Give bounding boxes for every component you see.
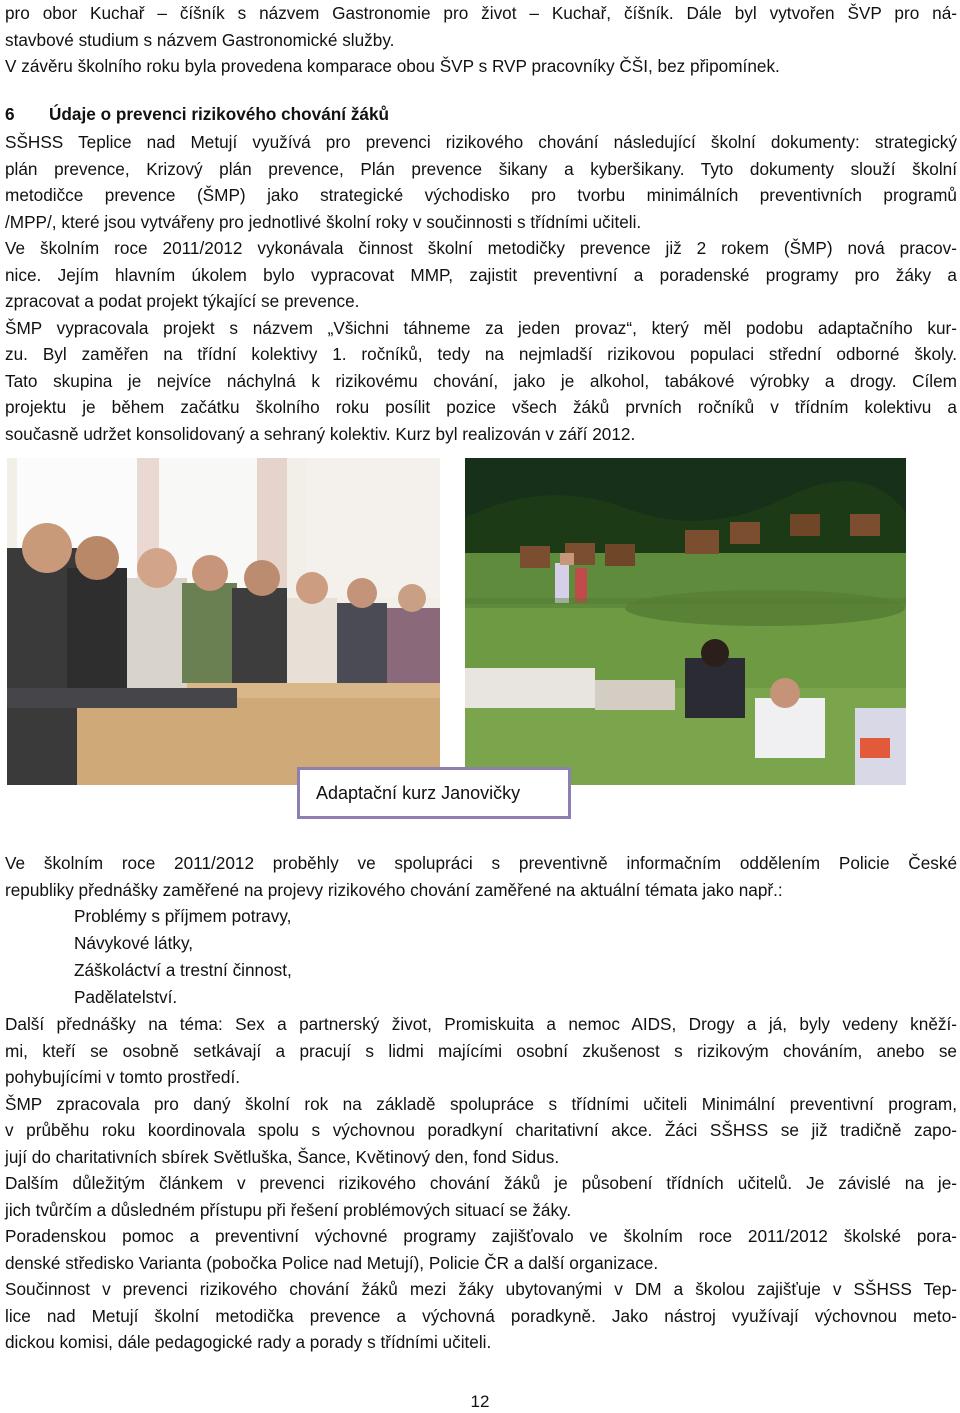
- text-line: Dalším důležitým článkem v prevenci rizikového chování žáků je působení třídních učitelů. Je závislé na je-: [5, 1173, 957, 1193]
- list-item: Problémy s příjmem potravy,: [74, 906, 292, 926]
- section-title: Údaje o prevenci rizikového chování žáků: [49, 104, 390, 124]
- text-line: Poradenskou pomoc a preventivní výchovné programy zajišťovalo ve školním roce 2011/2012 školské pora-: [5, 1226, 957, 1246]
- text-line: pohybujícími v tomto prostředí.: [5, 1067, 240, 1087]
- text-line: plán prevence, Krizový plán prevence, Plán prevence šikany a kyberšikany. Tyto dokumenty slouží školní: [5, 158, 957, 179]
- text-line: současně udržet konsolidovaný a sehraný kolektiv. Kurz byl realizován v září 2012.: [5, 423, 636, 444]
- page-number: 12: [470, 1392, 490, 1411]
- lecture-topics-list: [74, 903, 292, 1011]
- text-line: Další přednášky na téma: Sex a partnerský život, Promiskuita a nemoc AIDS, Drogy a já, byly vedeny kněží-: [5, 1014, 957, 1034]
- text-line: ŠMP zpracovala pro daný školní rok na základě spolupráce s třídními učiteli Minimální preventivní program,: [5, 1093, 957, 1114]
- text-line: /MPP/, které jsou vytvářeny pro jednotlivé školní roky v součinnosti s třídními učiteli.: [5, 211, 642, 232]
- text-line: SŠHSS Teplice nad Metují využívá pro prevenci rizikového chování následující školní dokumenty: strategický: [5, 132, 957, 152]
- text-line: mi, kteří se osobně setkávají a pracují s lidmi majícími osobní zkušenost s rizikovým chováním, anebo se: [5, 1040, 957, 1061]
- list-item: Záškoláctví a trestní činnost,: [74, 960, 292, 980]
- text-line: Součinnost v prevenci rizikového chování žáků mezi žáky ubytovanými v DM a školou zajišťuje v SŠHSS Tep-: [5, 1279, 957, 1299]
- outdoor-group-photo: [465, 458, 906, 785]
- text-line: Tato skupina je nejvíce náchylná k rizikovému chování, jako je alkohol, tabákové výrobky a drogy. Cílem: [5, 370, 957, 391]
- indoor-group-photo: [7, 458, 440, 785]
- text-line: dickou komisi, dále pedagogické rady a porady s třídními učiteli.: [5, 1332, 492, 1352]
- text-line: metodičce prevence (ŠMP) jako strategické východisko pro tvorbu minimálních preventivních programů: [5, 185, 957, 205]
- text-line: projektu je během začátku školního roku posílit pozice všech žáků prvních ročníků v třídním kolektivu a: [5, 397, 957, 417]
- section-heading: [5, 101, 957, 128]
- intro-paragraph: [5, 0, 957, 80]
- photo-caption: Adaptační kurz Janovičky: [297, 767, 571, 819]
- text-line: V závěru školního roku byla provedena komparace obou ŠVP s RVP pracovníky ČŠI, bez připomínek.: [5, 56, 780, 76]
- text-line: jují do charitativních sbírek Světluška, Šance, Květinový den, fond Sidus.: [5, 1146, 560, 1167]
- text-line: ŠMP vypracovala projekt s názvem „Všichni táhneme za jeden provaz“, který měl podobu adaptačního kur-: [5, 317, 957, 338]
- indoor-photo-drawing: [7, 458, 440, 785]
- list-item: Návykové látky,: [74, 933, 194, 953]
- text-line: republiky přednášky zaměřené na projevy rizikového chování zaměřené na aktuální témata jako např.:: [5, 879, 783, 900]
- text-line: zpracovat a podat projekt týkající se prevence.: [5, 291, 360, 311]
- prevention-paragraph: [5, 129, 957, 447]
- text-line: Ve školním roce 2011/2012 vykonávala činnost školní metodičky prevence již 2 rokem (ŠMP) nová pracov-: [5, 238, 957, 258]
- text-line: denské středisko Varianta (pobočka Police nad Metují), Policie ČR a další organizace.: [5, 1252, 659, 1273]
- text-line: nice. Jejím hlavním úkolem bylo vypracovat MMP, zajistit preventivní a poradenské programy pro žáky a: [5, 264, 957, 285]
- text-line: jich tvůrčím a důsledném přístupu při řešení problémových situací se žáky.: [5, 1199, 572, 1220]
- text-line: Ve školním roce 2011/2012 proběhly ve spolupráci s preventivně informačním oddělením Policie České: [5, 853, 957, 873]
- text-line: stavbové studium s názvem Gastronomické služby.: [5, 29, 395, 50]
- further-lectures-paragraph: [5, 1011, 957, 1356]
- outdoor-photo-drawing: [465, 458, 906, 785]
- text-line: zu. Byl zaměřen na třídní kolektivy 1. ročníků, tedy na nejmladší rizikovou populaci střední odborné školy.: [5, 344, 957, 364]
- section-number: 6: [5, 104, 15, 124]
- lectures-paragraph: [5, 850, 957, 903]
- text-line: lice nad Metují školní metodička prevence a výchovná poradkyně. Jako nástroj využívají výchovnou meto-: [5, 1305, 957, 1326]
- list-item: Padělatelství.: [74, 987, 178, 1007]
- text-line: v průběhu roku koordinovala spolu s výchovnou poradkyní charitativní akce. Žáci SŠHSS se již tradičně zapo-: [5, 1120, 957, 1140]
- text-line: pro obor Kuchař – číšník s názvem Gastronomie pro život – Kuchař, číšník. Dále byl vytvořen ŠVP pro ná-: [5, 3, 957, 23]
